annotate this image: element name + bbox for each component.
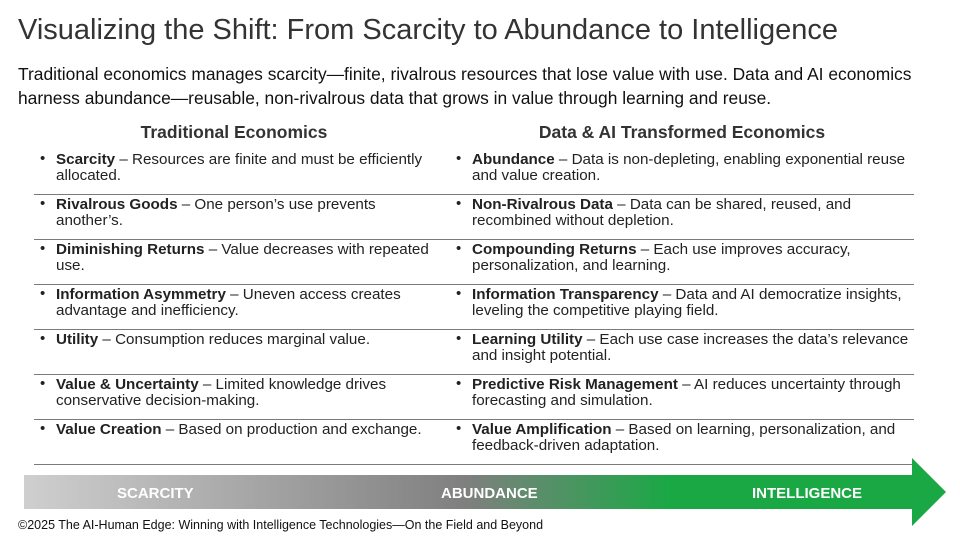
transformed-cell: [452, 240, 914, 284]
transformed-cell: [452, 375, 914, 419]
traditional-description: – One person’s use prevents another’s.: [56, 196, 376, 229]
transformed-description: – Each use improves accuracy, personalization, and learning.: [472, 241, 851, 274]
traditional-cell: [34, 240, 452, 284]
transformed-term: Non-Rivalrous Data: [472, 196, 613, 213]
transformed-description: – Based on learning, personalization, and feedback-driven adaptation.: [472, 421, 896, 454]
traditional-term: Information Asymmetry: [56, 286, 226, 303]
traditional-cell: [34, 195, 452, 239]
page-subtitle: Traditional economics manages scarcity—finite, rivalrous resources that lose value with use. Data and AI economics harness abundance—reusable, non-rivalrous data that grows in value through learning and reuse.: [18, 64, 912, 108]
table-row: [34, 150, 914, 195]
transformed-description: – Data and AI democratize insights, leveling the competitive playing field.: [472, 286, 902, 319]
bullet-icon: •: [40, 150, 46, 167]
traditional-term: Utility: [56, 331, 99, 348]
transformed-cell: [452, 195, 914, 239]
column-header-transformed: Data & AI Transformed Economics: [538, 122, 826, 142]
bullet-icon: •: [456, 240, 462, 257]
bullet-icon: •: [456, 420, 462, 437]
bullet-icon: •: [456, 285, 462, 302]
transformed-cell: [452, 285, 914, 329]
bullet-icon: •: [40, 240, 46, 257]
traditional-term: Scarcity: [56, 151, 116, 168]
stage-label-abundance: ABUNDANCE: [441, 485, 538, 502]
stage-label-intelligence: INTELLIGENCE: [752, 485, 863, 502]
traditional-description: – Limited knowledge drives conservative decision-making.: [56, 376, 387, 409]
page-title: Visualizing the Shift: From Scarcity to Abundance to Intelligence: [18, 14, 838, 46]
bullet-icon: •: [40, 195, 46, 212]
bullet-icon: •: [456, 330, 462, 347]
traditional-cell: [34, 150, 452, 194]
transformed-description: – Data can be shared, reused, and recombined without depletion.: [472, 196, 852, 229]
traditional-cell: [34, 285, 452, 329]
bullet-icon: •: [456, 150, 462, 167]
traditional-term: Rivalrous Goods: [56, 196, 178, 213]
transformed-term: Predictive Risk Management: [472, 376, 678, 393]
traditional-cell: [34, 330, 452, 374]
bullet-icon: •: [40, 330, 46, 347]
copyright-footer: ©2025 The AI-Human Edge: Winning with Intelligence Technologies—On the Field and Beyond: [18, 518, 544, 532]
table-row: [34, 195, 914, 240]
comparison-table: [34, 150, 914, 465]
transformed-term: Value Amplification: [472, 421, 612, 438]
traditional-description: – Based on production and exchange.: [161, 421, 422, 438]
transformed-cell: [452, 150, 914, 194]
bullet-icon: •: [40, 285, 46, 302]
bullet-icon: •: [40, 375, 46, 392]
traditional-cell: [34, 375, 452, 419]
table-row: [34, 330, 914, 375]
bullet-icon: •: [456, 195, 462, 212]
traditional-description: – Consumption reduces marginal value.: [98, 331, 371, 348]
transformed-description: – AI reduces uncertainty through forecasting and simulation.: [472, 376, 901, 409]
table-row: [34, 375, 914, 420]
transformed-cell: [452, 330, 914, 374]
traditional-term: Value & Uncertainty: [56, 376, 199, 393]
bullet-icon: •: [456, 375, 462, 392]
bullet-icon: •: [40, 420, 46, 437]
transformed-description: – Data is non-depleting, enabling exponential reuse and value creation.: [472, 151, 906, 184]
transformed-term: Abundance: [472, 151, 555, 168]
transformed-term: Compounding Returns: [472, 241, 637, 258]
stage-label-scarcity: SCARCITY: [117, 485, 194, 502]
table-row: [34, 285, 914, 330]
transformed-term: Learning Utility: [472, 331, 583, 348]
traditional-description: – Resources are finite and must be efficiently allocated.: [56, 151, 423, 184]
transformed-description: – Each use case increases the data’s relevance and insight potential.: [472, 331, 909, 364]
table-row: [34, 240, 914, 285]
traditional-description: – Value decreases with repeated use.: [56, 241, 429, 274]
column-header-traditional: Traditional Economics: [140, 122, 328, 142]
transformed-term: Information Transparency: [472, 286, 659, 303]
traditional-term: Diminishing Returns: [56, 241, 205, 258]
traditional-description: – Uneven access creates advantage and inefficiency.: [56, 286, 401, 319]
traditional-term: Value Creation: [56, 421, 162, 438]
